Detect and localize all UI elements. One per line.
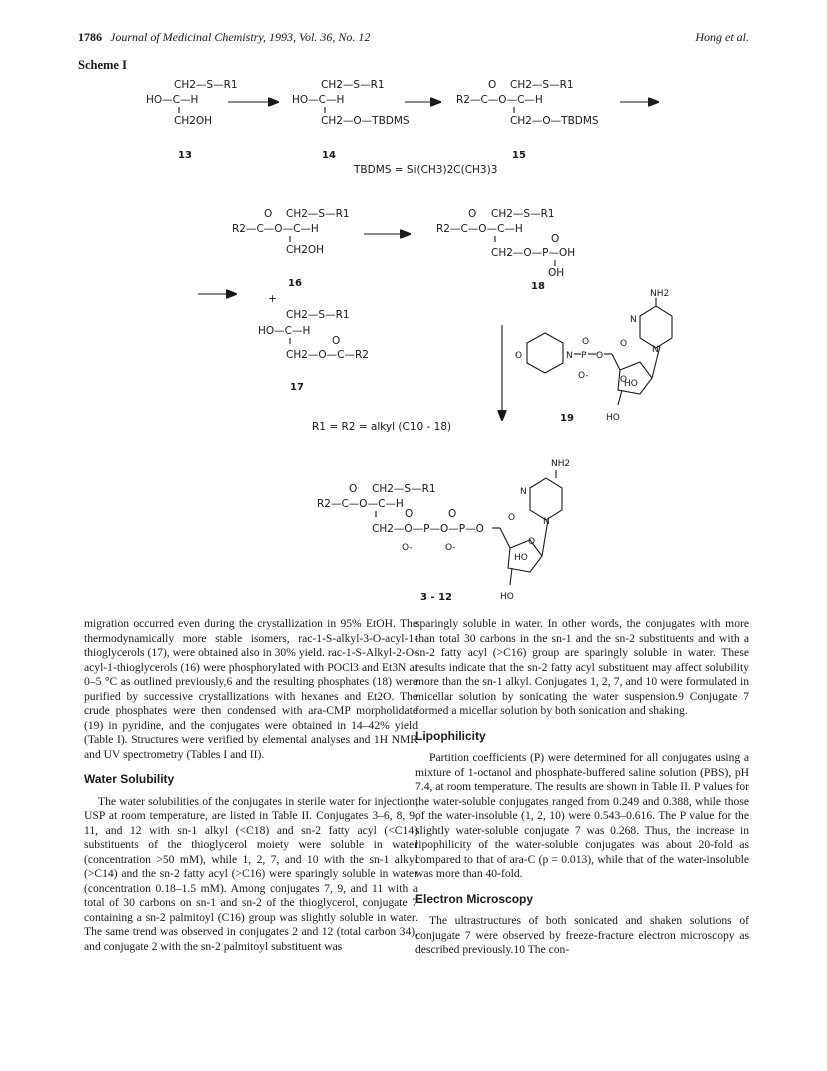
- page-number: 1786: [78, 30, 102, 44]
- cytosine-product-nh2: NH2: [551, 459, 571, 469]
- compound-label-18: 18: [531, 281, 545, 292]
- left-paragraph-1: migration occurred even during the crystallization in 95% EtOH. The thermodynamically more stable isomers, rac-1-S-alkyl-3-O-acyl-1-thioglycerols (17), were obtained also in 30% yield. rac-1-S-Alkyl-2-O-acyl-1-thioglycerols (16) were phosphorylated with POCl3 and Et3N at 0–5 °C as outlined previously,6 and the resulting phosphates (18) were purified by successive crystallizations with hexanes and Et2O. The crude phosphates were then condensed with ara-CMP morpholidate (19) in pyridine, and the conjugates were obtained in 14–42% yield (Table I). Structures were verified by elemental analyses and 1H NMR and UV spectrometry (Tables I and II).: [84, 617, 418, 761]
- sugar-19-ho: HO: [624, 379, 638, 389]
- product-o2: O: [405, 508, 414, 520]
- compound-17-o: O: [332, 335, 341, 347]
- section-heading-water-solubility: Water Solubility: [84, 772, 175, 786]
- morpholine-o: O: [515, 351, 523, 361]
- compound-16: [232, 208, 350, 289]
- plus-sign: +: [268, 293, 277, 305]
- compound-13-top: CH2—S—R1: [174, 79, 238, 91]
- left-column: [84, 617, 418, 954]
- cytosine-19-n2: N: [652, 345, 659, 355]
- product-chain: CH2—O—P—O—P—O: [372, 523, 484, 535]
- journal-citation: Journal of Medicinal Chemistry, 1993, Vol. 36, No. 12: [110, 30, 371, 44]
- compound-14-bottom: CH2—O—TBDMS: [321, 115, 410, 127]
- compound-16-mid: R2—C—O—C—H: [232, 223, 319, 235]
- compound-14-top: CH2—S—R1: [321, 79, 385, 91]
- compound-label-15: 15: [512, 150, 526, 161]
- right-paragraph-1: sparingly soluble in water. In other words, the conjugates with more than total 30 carbons in the sn-1 and the sn-2 substituents and with a sn-2 fatty acyl (>C16) group are sparingly soluble in water. These results indicate that the sn-2 fatty acyl substituent may affect solubility more than the sn-1 alkyl. Conjugates 1, 2, 7, and 10 were formulated in micellar solution by sonicating the water suspension.9 Conjugate 7 formed a micellar solution by both sonication and shaking.: [415, 617, 749, 717]
- sugar-19-ho-bottom: HO: [606, 413, 620, 423]
- product-top: CH2—S—R1: [372, 483, 436, 495]
- compound-15-top: CH2—S—R1: [510, 79, 574, 91]
- product-mid: R2—C—O—C—H: [317, 498, 404, 510]
- morpholine-n: N: [566, 351, 573, 361]
- compound-19-o-link: O: [596, 351, 604, 361]
- compound-label-14: 14: [322, 150, 336, 161]
- compound-15-o: O: [488, 79, 497, 91]
- product-o1: O: [349, 483, 358, 495]
- compound-17-top: CH2—S—R1: [286, 309, 350, 321]
- compound-label-3-12: 3 - 12: [420, 592, 452, 603]
- cytosine-19-n: N: [630, 315, 637, 325]
- compound-19-p: P: [581, 351, 587, 361]
- product-o-minus-1: O-: [402, 543, 413, 553]
- cytosine-ring-product: [530, 478, 562, 520]
- compound-label-13: 13: [178, 150, 192, 161]
- compound-13-mid: HO—C—H: [146, 94, 199, 106]
- compound-label-17: 17: [290, 382, 304, 393]
- compound-18-mid: R2—C—O—C—H: [436, 223, 523, 235]
- cytosine-19-o: O: [620, 339, 628, 349]
- compound-16-top: CH2—S—R1: [286, 208, 350, 220]
- compound-18-bottom: CH2—O—P—OH: [491, 247, 576, 259]
- sugar-product-ho: HO: [514, 553, 528, 563]
- compound-16-bottom: CH2OH: [286, 244, 325, 256]
- compound-14-mid: HO—C—H: [292, 94, 345, 106]
- sugar-product-ho-bottom: HO: [500, 592, 514, 602]
- scheme-title: Scheme I: [78, 58, 127, 72]
- compound-18-o2: O: [551, 233, 560, 245]
- r-definition: R1 = R2 = alkyl (C10 - 18): [312, 421, 452, 433]
- compound-18-o1: O: [468, 208, 477, 220]
- compound-17-mid: HO—C—H: [258, 325, 311, 337]
- sugar-product-o: O: [528, 537, 536, 547]
- compound-19-o-minus: O-: [578, 371, 589, 381]
- right-paragraph-3: The ultrastructures of both sonicated and shaken solutions of conjugate 7 were observed by freeze-fracture electron microscopy as described previously.10 The con-: [415, 914, 749, 956]
- sugar-19-o: O: [620, 375, 628, 385]
- cytosine-19-nh2: NH2: [650, 289, 670, 299]
- compound-13-bottom: CH2OH: [174, 115, 213, 127]
- morpholine-ring: [527, 333, 563, 373]
- compound-label-19: 19: [560, 413, 574, 424]
- cytosine-product-n2: N: [543, 517, 550, 527]
- product-o-minus-2: O-: [445, 543, 456, 553]
- right-column: [415, 617, 749, 958]
- compound-18: [436, 208, 575, 292]
- section-heading-electron-microscopy: Electron Microscopy: [415, 891, 534, 906]
- compound-3-12: [317, 459, 570, 603]
- left-paragraph-2: The water solubilities of the conjugates in sterile water for injection, USP at room temperature, are listed in Table II. Conjugates 3–6, 8, 9, 11, and 12 with sn-1 alkyl (<C18) and sn-2 fatty acyl (<C14) substituents of the thioglycerol moiety were soluble in water (concentration >50 mM), while 1, 2, 7, and 10 with the sn-1 alkyl (>C14) and the sn-2 fatty acyl (>C16) were sparingly soluble in water (concentration 0.18–1.5 mM). Among conjugates 7, 9, and 11 with a total of 30 carbons on sn-1 and sn-2 of the thioglycerol, conjugate 7 containing a sn-2 palmitoyl (C16) group was slightly soluble in water. The same trend was observed in conjugates 2 and 12 (total carbon 34), and conjugate 2 with the sn-2 palmitoyl substituent was: [84, 794, 418, 953]
- right-paragraph-2: Partition coefficients (P) were determined for all conjugates using a mixture of 1-octanol and phosphate-buffered saline solution (PBS), pH 7.4, at room temperature. The results are shown in Table II. P values for the water-soluble conjugates ranged from 0.249 and 0.388, while those of the water-insoluble (1, 2, 10) were 0.543–0.616. The P value for the slightly water-soluble conjugate 7 was 0.268. Thus, the increase in lipophilicity of the water-soluble conjugates was about 20-fold as compared to that of ara-C (p = 0.013), while that of the water-insoluble was more than 40-fold.: [415, 751, 749, 880]
- compound-label-16: 16: [288, 278, 302, 289]
- compound-18-oh: OH: [548, 267, 565, 279]
- product-o3: O: [448, 508, 457, 520]
- compound-15-mid: R2—C—O—C—H: [456, 94, 543, 106]
- cytosine-product-o: O: [508, 513, 516, 523]
- compound-13: [146, 79, 238, 161]
- compound-15: [456, 79, 599, 161]
- compound-18-top: CH2—S—R1: [491, 208, 555, 220]
- compound-19: [515, 289, 672, 424]
- compound-16-o: O: [264, 208, 273, 220]
- compound-17: [258, 309, 369, 393]
- compound-14: [292, 79, 410, 161]
- section-heading-lipophilicity: Lipophilicity: [415, 728, 486, 743]
- compound-17-bottom: CH2—O—C—R2: [286, 349, 369, 361]
- cytosine-product-n: N: [520, 487, 527, 497]
- compound-19-p-o: O: [582, 337, 590, 347]
- running-head-authors: Hong et al.: [695, 30, 749, 44]
- tbdms-definition: TBDMS = Si(CH3)2C(CH3)3: [354, 164, 498, 176]
- compound-15-bottom: CH2—O—TBDMS: [510, 115, 599, 127]
- cytosine-ring-19: [640, 306, 672, 348]
